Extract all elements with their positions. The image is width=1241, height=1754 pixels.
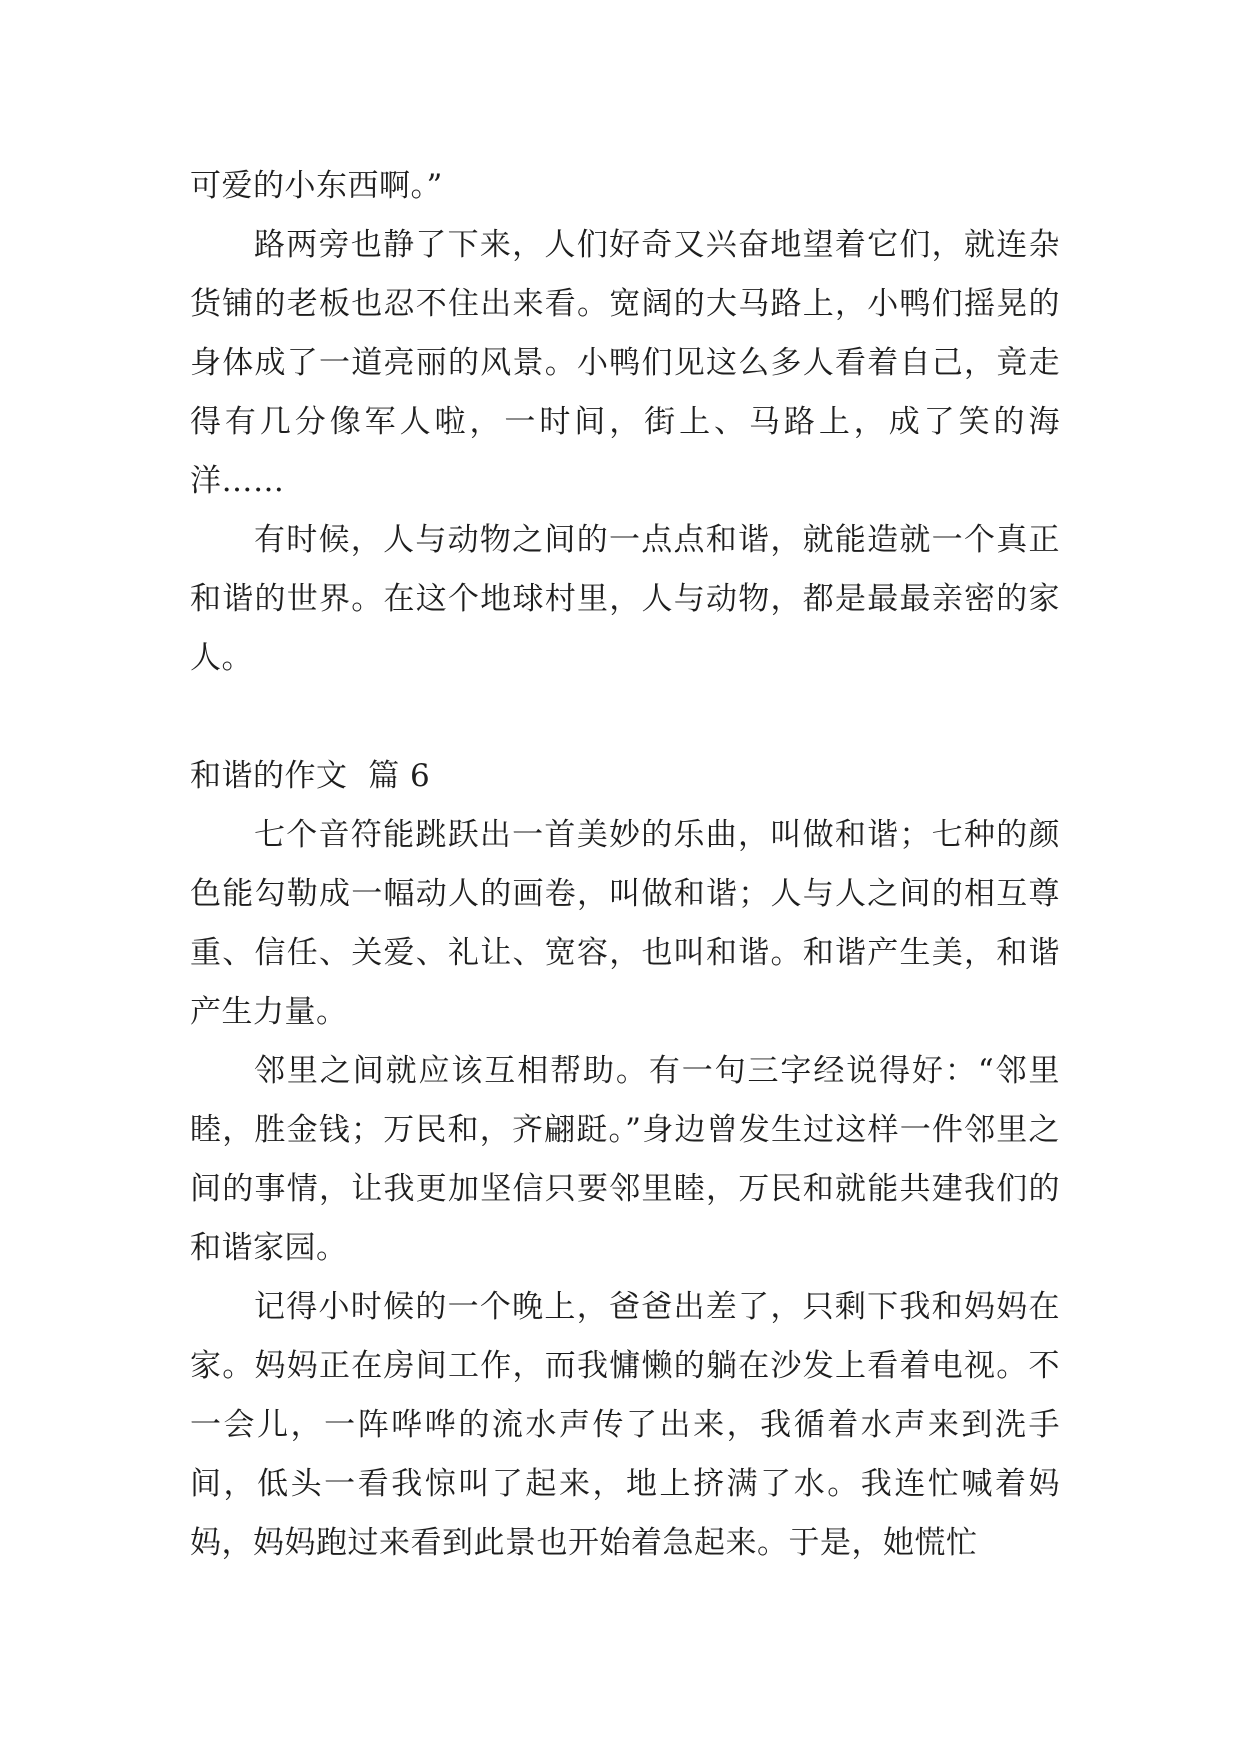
paragraph-4: 七个音符能跳跃出一首美妙的乐曲，叫做和谐；七种的颜色能勾勒成一幅动人的画卷，叫做和谐；人与人之间的相互尊重、信任、关爱、礼让、宽容，也叫和谐。和谐产生美，和谐产生力量。 xyxy=(190,817,1060,1030)
paragraph-5: 邻里之间就应该互相帮助。有一句三字经说得好：“邻里睦，胜金钱；万民和，齐翩跹。”身边曾发生过这样一件邻里之间的事情，让我更加坚信只要邻里睦，万民和就能共建我们的和谐家园。 xyxy=(190,1053,1060,1266)
paragraph-2: 路两旁也静了下来，人们好奇又兴奋地望着它们，就连杂货铺的老板也忍不住出来看。宽阔的大马路上，小鸭们摇晃的身体成了一道亮丽的风景。小鸭们见这么多人看着自己，竟走得有几分像军人啦，一时间，街上、马路上，成了笑的海洋…… xyxy=(190,227,1060,499)
paragraph-6: 记得小时候的一个晚上，爸爸出差了，只剩下我和妈妈在家。妈妈正在房间工作，而我慵懒的躺在沙发上看着电视。不一会儿，一阵哗哗的流水声传了出来，我循着水声来到洗手间，低头一看我惊叫了起来，地上挤满了水。我连忙喊着妈妈，妈妈跑过来看到此景也开始着急起来。于是，她慌忙 xyxy=(190,1289,1060,1561)
essay-body xyxy=(190,157,1060,1573)
section-title: 和谐的作文 篇 6 xyxy=(190,758,431,794)
paragraph-1: 可爱的小东西啊。” xyxy=(190,168,443,204)
paragraph-3: 有时候，人与动物之间的一点点和谐，就能造就一个真正和谐的世界。在这个地球村里，人与动物，都是最最亲密的家人。 xyxy=(190,522,1060,676)
section-gap xyxy=(190,688,1060,747)
